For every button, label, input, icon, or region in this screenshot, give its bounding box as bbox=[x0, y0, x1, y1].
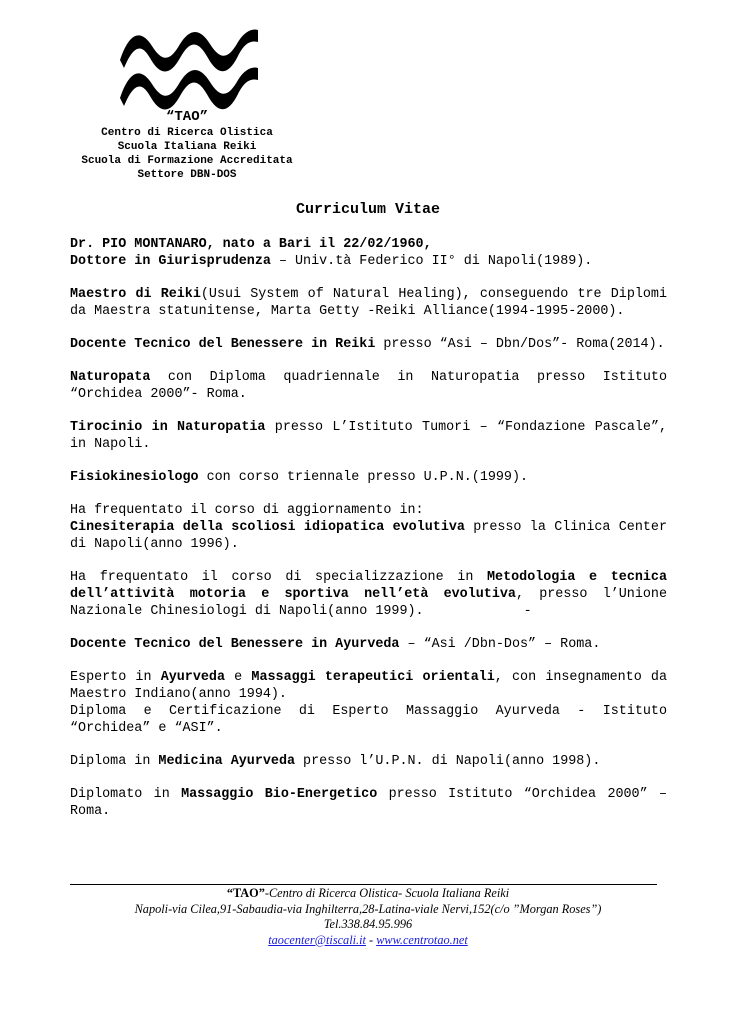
stray-dash: - bbox=[523, 604, 532, 619]
cv-entry-reiki-master bbox=[70, 286, 667, 320]
entry-text: Esperto in bbox=[70, 670, 161, 685]
cv-entry-ayurveda-diploma bbox=[70, 703, 667, 737]
bold-text: Massaggio Bio-Energetico bbox=[181, 787, 378, 802]
bold-text: Dottore in Giurisprudenza bbox=[70, 254, 271, 269]
bold-text: Cinesiterapia della scoliosi idiopatica evolutiva bbox=[70, 520, 465, 535]
cv-entry-course-intro bbox=[70, 502, 667, 519]
entry-text: (Usui System of Natural Healing), conseguendo tre Diplomi da Maestra statunitense, Marta Getty -Reiki Alliance(1994-1995-2000). bbox=[70, 287, 667, 319]
entry-text: – Univ.tà Federico II° di Napoli(1989). bbox=[270, 254, 593, 269]
website-link[interactable]: www.centrotao.net bbox=[376, 932, 468, 947]
entry-text: Diploma in bbox=[70, 754, 159, 769]
footer-phone: Tel.338.84.95.996 bbox=[323, 917, 413, 931]
cv-entry-specialization bbox=[70, 569, 667, 620]
bold-text: Ayurveda bbox=[160, 670, 225, 685]
cv-entry-ayurveda-teacher bbox=[70, 636, 667, 653]
entry-text: presso L’Istituto Tumori – “Fondazione Pascale”, in Napoli. bbox=[70, 420, 668, 452]
footer-separator: - bbox=[365, 932, 377, 947]
entry-text: Diplomato in bbox=[70, 787, 182, 802]
entry-text: Diploma e Certificazione di Esperto Massaggio Ayurveda - Istituto “Orchidea” e “ASI”. bbox=[70, 704, 667, 736]
entry-text: , presso l’Unione Nazionale Chinesiologi di Napoli(anno 1999). bbox=[70, 587, 667, 619]
cv-entry-bioenergetic bbox=[70, 786, 667, 820]
letterhead bbox=[62, 109, 312, 182]
entry-text: , con insegnamento da Maestro Indiano(anno 1994). bbox=[70, 670, 667, 702]
bold-text: Fisiokinesiologo bbox=[70, 470, 199, 485]
entry-text: – “Asi /Dbn-Dos” – Roma. bbox=[399, 637, 601, 652]
footer-contacts bbox=[0, 933, 736, 949]
entry-text: presso “Asi – Dbn/Dos”- Roma(2014). bbox=[375, 337, 665, 352]
cv-entry-name bbox=[70, 236, 667, 253]
bold-text: Massaggi terapeutici orientali bbox=[251, 670, 495, 685]
cv-entry-reiki-teacher bbox=[70, 336, 667, 353]
letterhead-line: Settore DBN-DOS bbox=[137, 169, 237, 181]
cv-entry-scoliosis bbox=[70, 519, 667, 553]
entry-text: Ha frequentato il corso di specializzazione in bbox=[70, 570, 488, 585]
cv-entry-ayurveda-medicine bbox=[70, 753, 667, 770]
entry-text: presso la Clinica Center di Napoli(anno 1996). bbox=[70, 520, 667, 552]
brand-name: “TAO” bbox=[165, 109, 208, 125]
cv-entry-kinesiology bbox=[70, 469, 667, 486]
entry-text: con corso triennale presso U.P.N.(1999). bbox=[198, 470, 529, 485]
letterhead-line: Scuola Italiana Reiki bbox=[117, 141, 257, 153]
cv-entry-naturopath bbox=[70, 369, 667, 403]
wave-logo-icon bbox=[118, 26, 260, 112]
footer-addresses: Napoli-via Cilea,91-Sabaudia-via Inghilterra,28-Latina-viale Nervi,152(c/o ”Morgan Roses”) bbox=[134, 901, 602, 916]
bold-text: Medicina Ayurveda bbox=[158, 754, 296, 769]
footer-text: -Centro di Ricerca Olistica- Scuola Italiana Reiki bbox=[264, 886, 510, 900]
page-title: Curriculum Vitae bbox=[295, 201, 441, 218]
tao-logo bbox=[118, 26, 260, 112]
cv-body bbox=[70, 236, 667, 820]
footer-line-1 bbox=[0, 886, 736, 902]
footer-brand: “TAO” bbox=[226, 886, 265, 900]
bold-text: Maestro di Reiki bbox=[70, 287, 201, 302]
footer bbox=[0, 886, 736, 948]
bold-text: Docente Tecnico del Benessere in Reiki bbox=[70, 337, 376, 352]
letterhead-line: Scuola di Formazione Accreditata bbox=[81, 155, 293, 167]
entry-text: presso l’U.P.N. di Napoli(anno 1998). bbox=[295, 754, 601, 769]
bold-text: Metodologia e tecnica dell’attività motoria e sportiva nell’età evolutiva bbox=[70, 570, 668, 602]
entry-text: Ha frequentato il corso di aggiornamento in: bbox=[70, 503, 424, 518]
cv-entry-internship bbox=[70, 419, 667, 453]
entry-text: con Diploma quadriennale in Naturopatia presso Istituto “Orchidea 2000”- Roma. bbox=[70, 370, 667, 402]
bold-text: Naturopata bbox=[70, 370, 151, 385]
footer-divider bbox=[70, 884, 657, 885]
entry-text: presso Istituto “Orchidea 2000” – Roma. bbox=[70, 787, 667, 819]
cv-entry-degree bbox=[70, 253, 667, 270]
bold-text: Docente Tecnico del Benessere in Ayurveda bbox=[70, 637, 400, 652]
email-link[interactable]: taocenter@tiscali.it bbox=[268, 932, 366, 947]
entry-text: e bbox=[225, 670, 252, 685]
bold-text: Dr. PIO MONTANARO, nato a Bari il 22/02/1960, bbox=[70, 237, 432, 252]
bold-text: Tirocinio in Naturopatia bbox=[70, 420, 266, 435]
letterhead-line: Centro di Ricerca Olistica bbox=[101, 127, 273, 139]
cv-entry-ayurveda-expert bbox=[70, 669, 667, 703]
